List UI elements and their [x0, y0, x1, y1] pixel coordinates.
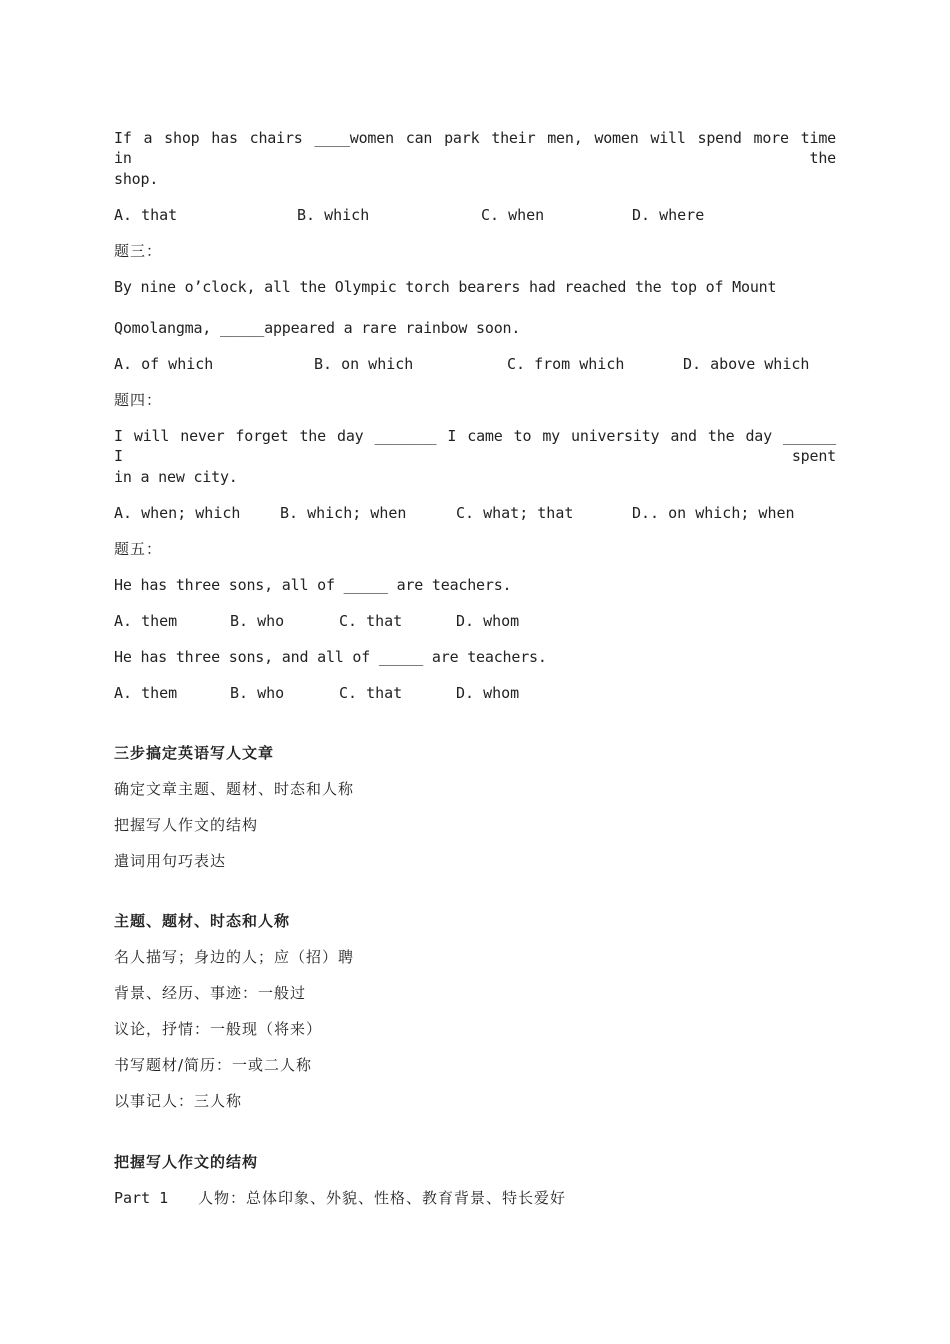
question-stem-continuation: Qomolangma, _____appeared a rare rainbow soon.	[114, 319, 521, 337]
option-b: B. who	[230, 684, 285, 702]
list-item: 书写题材/简历：一或二人称	[114, 1056, 313, 1074]
part-label: Part 1	[114, 1189, 169, 1207]
option-a: A. of which	[114, 355, 214, 373]
question-stem-continuation: in a new city.	[114, 468, 238, 486]
option-d: D. where	[632, 206, 705, 224]
question-stem: I will never forget the day _______ I came to my university and the day ______ I spent	[114, 427, 836, 465]
section-title: 三步搞定英语写人文章	[114, 744, 275, 762]
option-d: D. whom	[456, 612, 520, 630]
option-c: C. when	[481, 206, 545, 224]
option-b: B. who	[230, 612, 285, 630]
option-b: B. which	[297, 206, 370, 224]
section-title: 主题、题材、时态和人称	[114, 912, 291, 930]
option-a: A. them	[114, 612, 178, 630]
option-d: D.. on which; when	[632, 504, 795, 522]
section-title: 把握写人作文的结构	[114, 1153, 259, 1171]
option-c: C. that	[339, 612, 403, 630]
part-description: 人物：总体印象、外貌、性格、教育背景、特长爱好	[198, 1189, 567, 1207]
question-stem: If a shop has chairs ____women can park their men, women will spend more time in the	[114, 129, 836, 167]
list-item: 遣词用句巧表达	[114, 852, 227, 870]
list-item: 名人描写；身边的人；应（招）聘	[114, 948, 355, 966]
question-stem-continuation: shop.	[114, 170, 159, 188]
option-a: A. when; which	[114, 504, 241, 522]
option-b: B. on which	[314, 355, 414, 373]
question-heading: 题三：	[114, 242, 163, 260]
option-a: A. them	[114, 684, 178, 702]
option-d: D. whom	[456, 684, 520, 702]
option-c: C. what; that	[456, 504, 574, 522]
option-c: C. from which	[507, 355, 625, 373]
question-heading: 题四：	[114, 391, 163, 409]
list-item: 把握写人作文的结构	[114, 816, 259, 834]
list-item: 背景、经历、事迹：一般过	[114, 984, 307, 1002]
option-a: A. that	[114, 206, 178, 224]
question-stem: By nine o’clock, all the Olympic torch bearers had reached the top of Mount	[114, 278, 777, 296]
option-d: D. above which	[683, 355, 810, 373]
option-b: B. which; when	[280, 504, 407, 522]
question-heading: 题五：	[114, 540, 163, 558]
option-c: C. that	[339, 684, 403, 702]
list-item: 以事记人：三人称	[114, 1092, 243, 1110]
question-stem: He has three sons, and all of _____ are teachers.	[114, 648, 547, 666]
list-item: 确定文章主题、题材、时态和人称	[114, 780, 355, 798]
list-item: 议论，抒情：一般现（将来）	[114, 1020, 323, 1038]
question-stem: He has three sons, all of _____ are teachers.	[114, 576, 512, 594]
